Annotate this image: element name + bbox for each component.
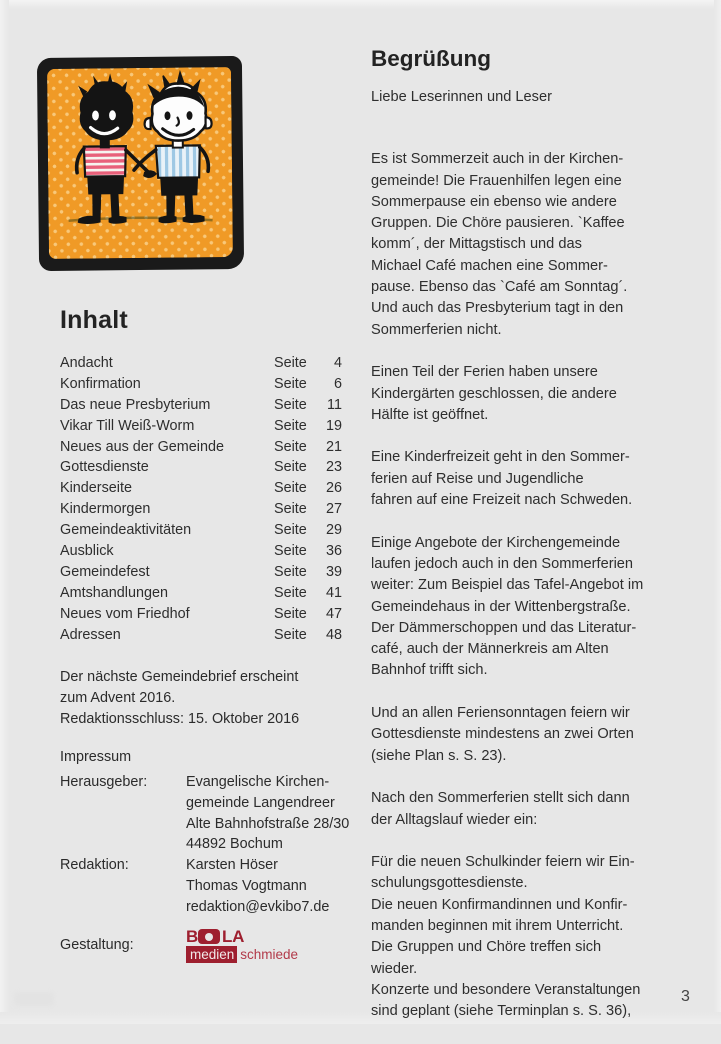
line: Es ist Sommerzeit auch in der Kirchen-	[371, 151, 624, 168]
line: Gruppen. Die Chöre pausieren. `Kaffee	[371, 215, 625, 232]
line: café, auch der Männerkreis am Alten	[371, 641, 609, 658]
toc-item-label: Adressen	[60, 626, 121, 643]
toc-seite-word: Seite	[274, 375, 307, 392]
publisher-line-4: 44892 Bochum	[186, 836, 283, 853]
contents-heading: Inhalt	[60, 306, 128, 334]
greeting-body	[371, 128, 673, 1044]
line: Hälfte ist geöffnet.	[371, 406, 489, 423]
line: Einige Angebote der Kirchengemeinde	[371, 534, 621, 551]
impressum-publisher-label: Herausgeber:	[60, 774, 148, 790]
logo-bottom-row	[186, 947, 298, 962]
publisher-line-3: Alte Bahnhofstraße 28/30	[186, 815, 350, 832]
toc-seite-word: Seite	[274, 396, 307, 413]
logo-word-schmiede: schmiede	[240, 947, 299, 962]
toc-page-number: 6	[333, 375, 342, 392]
line: wieder.	[371, 960, 418, 977]
editor-email[interactable]: redaktion@evkibo7.de	[186, 898, 330, 915]
toc-item-label: Konfirmation	[60, 375, 141, 392]
line: weiter: Zum Beispiel das Tafel-Angebot im	[371, 577, 644, 594]
line: Und auch das Presbyterium tagt in den	[371, 300, 624, 317]
toc-item-label: Neues aus der Gemeinde	[60, 438, 224, 455]
toc-row[interactable]	[60, 418, 342, 439]
line: Und an allen Feriensonntagen feiern wir	[371, 705, 630, 722]
toc-page-number: 23	[325, 459, 342, 476]
line: Bahnhof trifft sich.	[371, 662, 488, 679]
line: Die Gruppen und Chöre treffen sich	[371, 939, 602, 956]
bola-medienschmiede-logo	[186, 928, 300, 962]
greeting-title: Begrüßung	[371, 46, 491, 71]
line: Gottesdienste mindestens an zwei Orten	[371, 726, 634, 743]
toc-item-label: Gemeindefest	[60, 563, 150, 580]
toc-seite-word: Seite	[274, 438, 307, 455]
line: Einen Teil der Ferien haben unsere	[371, 364, 598, 381]
toc-page-number: 36	[325, 543, 342, 560]
impressum-design-label: Gestaltung:	[60, 937, 134, 953]
toc-item-label: Ausblick	[60, 543, 114, 560]
toc-seite-word: Seite	[274, 522, 307, 539]
toc-seite-word: Seite	[274, 584, 307, 601]
toc-seite-word: Seite	[274, 355, 307, 371]
toc-page-number: 11	[327, 396, 342, 413]
toc-page-number: 39	[325, 563, 342, 580]
toc-seite-word: Seite	[274, 417, 307, 434]
line: manden beginnen mit ihrem Unterricht.	[371, 917, 624, 934]
toc-seite-word: Seite	[274, 459, 307, 476]
illustration-drawing	[47, 67, 233, 259]
next-issue-line-3: Redaktionsschluss: 15. Oktober 2016	[60, 711, 300, 728]
toc-page-number: 47	[325, 605, 342, 622]
toc-item-label: Andacht	[60, 355, 113, 371]
toc-item-label: Gottesdienste	[60, 459, 149, 476]
line: Eine Kinderfreizeit geht in den Sommer-	[371, 449, 630, 466]
line: Für die neuen Schulkinder feiern wir Ein-	[371, 854, 635, 871]
toc-row[interactable]	[60, 606, 342, 627]
toc-row[interactable]	[60, 480, 342, 501]
line: ferien auf Reise und Jugendliche	[371, 470, 584, 487]
impressum-publisher-row	[60, 772, 350, 855]
line: sind geplant (siehe Terminplan s. S. 36),	[371, 1003, 632, 1020]
scan-smudge	[14, 992, 54, 1006]
line: schulungsgottesdienste.	[371, 875, 528, 892]
publisher-line-1: Evangelische Kirchen-	[186, 774, 330, 790]
line: komm´, der Mittagstisch und das	[371, 236, 582, 253]
impressum-block	[60, 772, 350, 918]
logo-letters-la: LA	[222, 927, 245, 946]
toc-row[interactable]	[60, 501, 342, 522]
toc-seite-word: Seite	[274, 605, 307, 622]
toc-row[interactable]	[60, 459, 342, 480]
logo-letter-b: B	[186, 927, 198, 946]
toc-item-label: Vikar Till Weiß-Worm	[60, 417, 195, 434]
line: fahren auf eine Freizeit nach Schweden.	[371, 492, 633, 509]
line: Sommerpause ein ebenso wie andere	[371, 193, 617, 210]
impressum-editor-value	[186, 855, 350, 917]
toc-row[interactable]	[60, 439, 342, 460]
toc-row[interactable]	[60, 627, 342, 648]
toc-item-label: Gemeindeaktivitäten	[60, 522, 192, 539]
editor-line-1: Karsten Höser	[186, 857, 278, 874]
page-number: 3	[681, 988, 690, 1005]
toc-seite-word: Seite	[274, 563, 307, 580]
line: der Alltagslauf wieder ein:	[371, 811, 538, 828]
toc-row[interactable]	[60, 564, 342, 585]
line: pause. Ebenso das `Café am Sonntag´.	[371, 279, 628, 296]
impressum-editor-row	[60, 855, 350, 917]
illustration-frame	[37, 56, 244, 271]
toc-item-label: Das neue Presbyterium	[60, 396, 211, 413]
toc-seite-word: Seite	[274, 501, 307, 518]
toc-item-label: Kindermorgen	[60, 501, 151, 518]
toc-row[interactable]	[60, 355, 342, 376]
impressum-heading: Impressum	[60, 749, 132, 765]
line: Michael Café machen eine Sommer-	[371, 257, 608, 274]
next-issue-line-2: zum Advent 2016.	[60, 690, 176, 707]
line: Sommerferien nicht.	[371, 321, 502, 338]
line: Der Dämmerschoppen und das Literatur-	[371, 619, 637, 636]
next-issue-line-1: Der nächste Gemeindebrief erscheint	[60, 669, 299, 685]
line: laufen jedoch auch in den Sommerferien	[371, 555, 634, 572]
line: Konzerte und besondere Veranstaltungen	[371, 981, 641, 998]
toc-item-label: Kinderseite	[60, 480, 132, 497]
page-edge-right	[714, 0, 721, 1024]
table-of-contents	[60, 355, 342, 647]
line: Kindergärten geschlossen, die andere	[371, 385, 617, 402]
publisher-line-2: gemeinde Langendreer	[186, 794, 335, 811]
toc-item-label: Neues vom Friedhof	[60, 605, 190, 622]
toc-page-number: 4	[333, 355, 342, 371]
toc-page-number: 26	[325, 480, 342, 497]
toc-page-number: 19	[325, 417, 342, 434]
toc-row[interactable]	[60, 543, 342, 564]
impressum-publisher-value	[186, 772, 350, 855]
impressum-editor-label: Redaktion:	[60, 857, 129, 874]
toc-seite-word: Seite	[274, 543, 307, 560]
toc-seite-word: Seite	[274, 480, 307, 497]
line: Nach den Sommerferien stellt sich dann	[371, 790, 630, 807]
logo-o-badge-icon	[198, 929, 220, 944]
toc-item-label: Amtshandlungen	[60, 584, 169, 601]
line: (siehe Plan s. S. 23).	[371, 747, 507, 764]
logo-word-medien: medien	[186, 946, 237, 963]
illustration-canvas	[47, 67, 233, 259]
toc-row[interactable]	[60, 585, 342, 606]
toc-row[interactable]	[60, 397, 342, 418]
toc-page-number: 48	[325, 626, 342, 643]
page-edge-top	[0, 0, 721, 9]
page-edge-left	[0, 0, 9, 1024]
toc-row[interactable]	[60, 522, 342, 543]
children-illustration	[38, 57, 243, 270]
line: Gemeindehaus in der Wittenbergstraße.	[371, 598, 631, 615]
greeting-salutation: Liebe Leserinnen und Leser	[371, 89, 552, 105]
line: Die neuen Konfirmandinnen und Konfir-	[371, 896, 628, 913]
toc-page-number: 29	[325, 522, 342, 539]
toc-page-number: 21	[325, 438, 342, 455]
line: gemeinde! Die Frauenhilfen legen eine	[371, 172, 622, 189]
toc-row[interactable]	[60, 376, 342, 397]
toc-seite-word: Seite	[274, 626, 307, 643]
next-issue-note	[60, 667, 350, 731]
editor-line-2: Thomas Vogtmann	[186, 877, 307, 894]
toc-page-number: 27	[325, 501, 342, 518]
toc-page-number: 41	[325, 584, 342, 601]
logo-top-row	[186, 928, 300, 945]
